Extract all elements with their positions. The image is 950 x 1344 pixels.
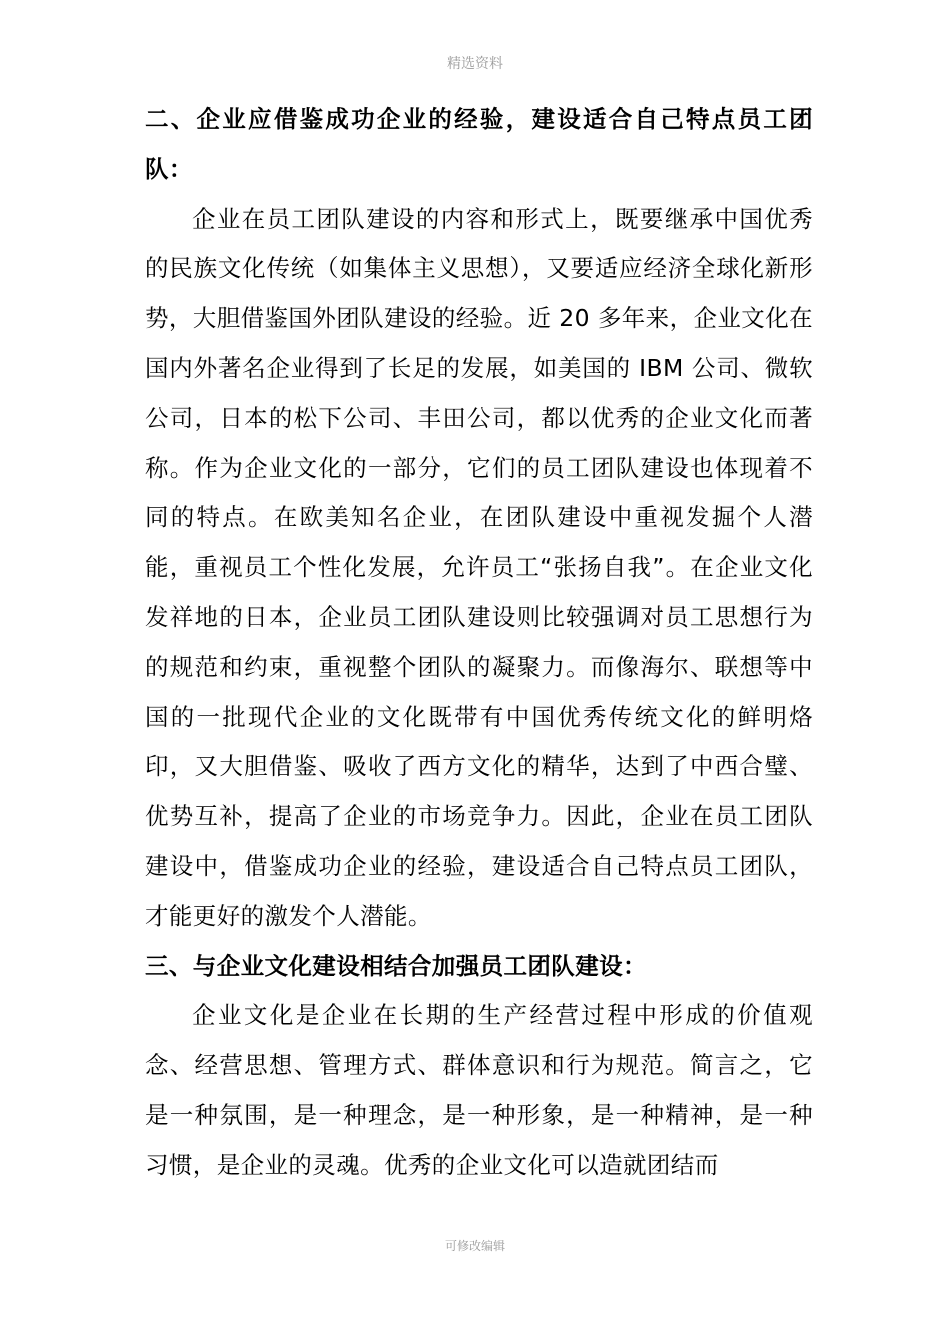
section-heading-3: 三、与企业文化建设相结合加强员工团队建设： [145, 951, 647, 980]
section-heading-2: 二、企业应借鉴成功企业的经验，建设适合自己特点员工团队： [145, 105, 813, 183]
page-footer: 可修改编辑 [444, 1239, 505, 1253]
page-header: 精选资料 [447, 56, 503, 72]
section-paragraph-2: 企业在员工团队建设的内容和形式上，既要继承中国优秀的民族文化传统（如集体主义思想），又要适应经济全球化新形势，大胆借鉴国外团队建设的经验。近 20 多年来，企业文化在国内外著名企业得到了长足的发展，如美国的 IBM 公司、微软公司，日本的松下公司、丰田公司，都以优秀的企业文化而著称。作为企业文化的一部分，它们的员工团队建设也体现着不同的特点。在欧美知名企业，在团队建设中重视发掘个人潜能，重视员工个性化发展，允许员工“张扬自我”。在企业文化发祥地的日本，企业员工团队建设则比较强调对员工思想行为的规范和约束，重视整个团队的凝聚力。而像海尔、联想等中国的一批现代企业的文化既带有中国优秀传统文化的鲜明烙印，又大胆借鉴、吸收了西方文化的精华，达到了中西合璧、优势互补，提高了企业的市场竞争力。因此，企业在员工团队建设中，借鉴成功企业的经验，建设适合自己特点员工团队，才能更好的激发个人潜能。 [145, 204, 813, 930]
document-body [145, 95, 813, 1191]
section-paragraph-3: 企业文化是企业在长期的生产经营过程中形成的价值观念、经营思想、管理方式、群体意识和行为规范。简言之，它是一种氛围，是一种理念，是一种形象，是一种精神，是一种习惯，是企业的灵魂。优秀的企业文化可以造就团结而 [145, 1001, 813, 1179]
